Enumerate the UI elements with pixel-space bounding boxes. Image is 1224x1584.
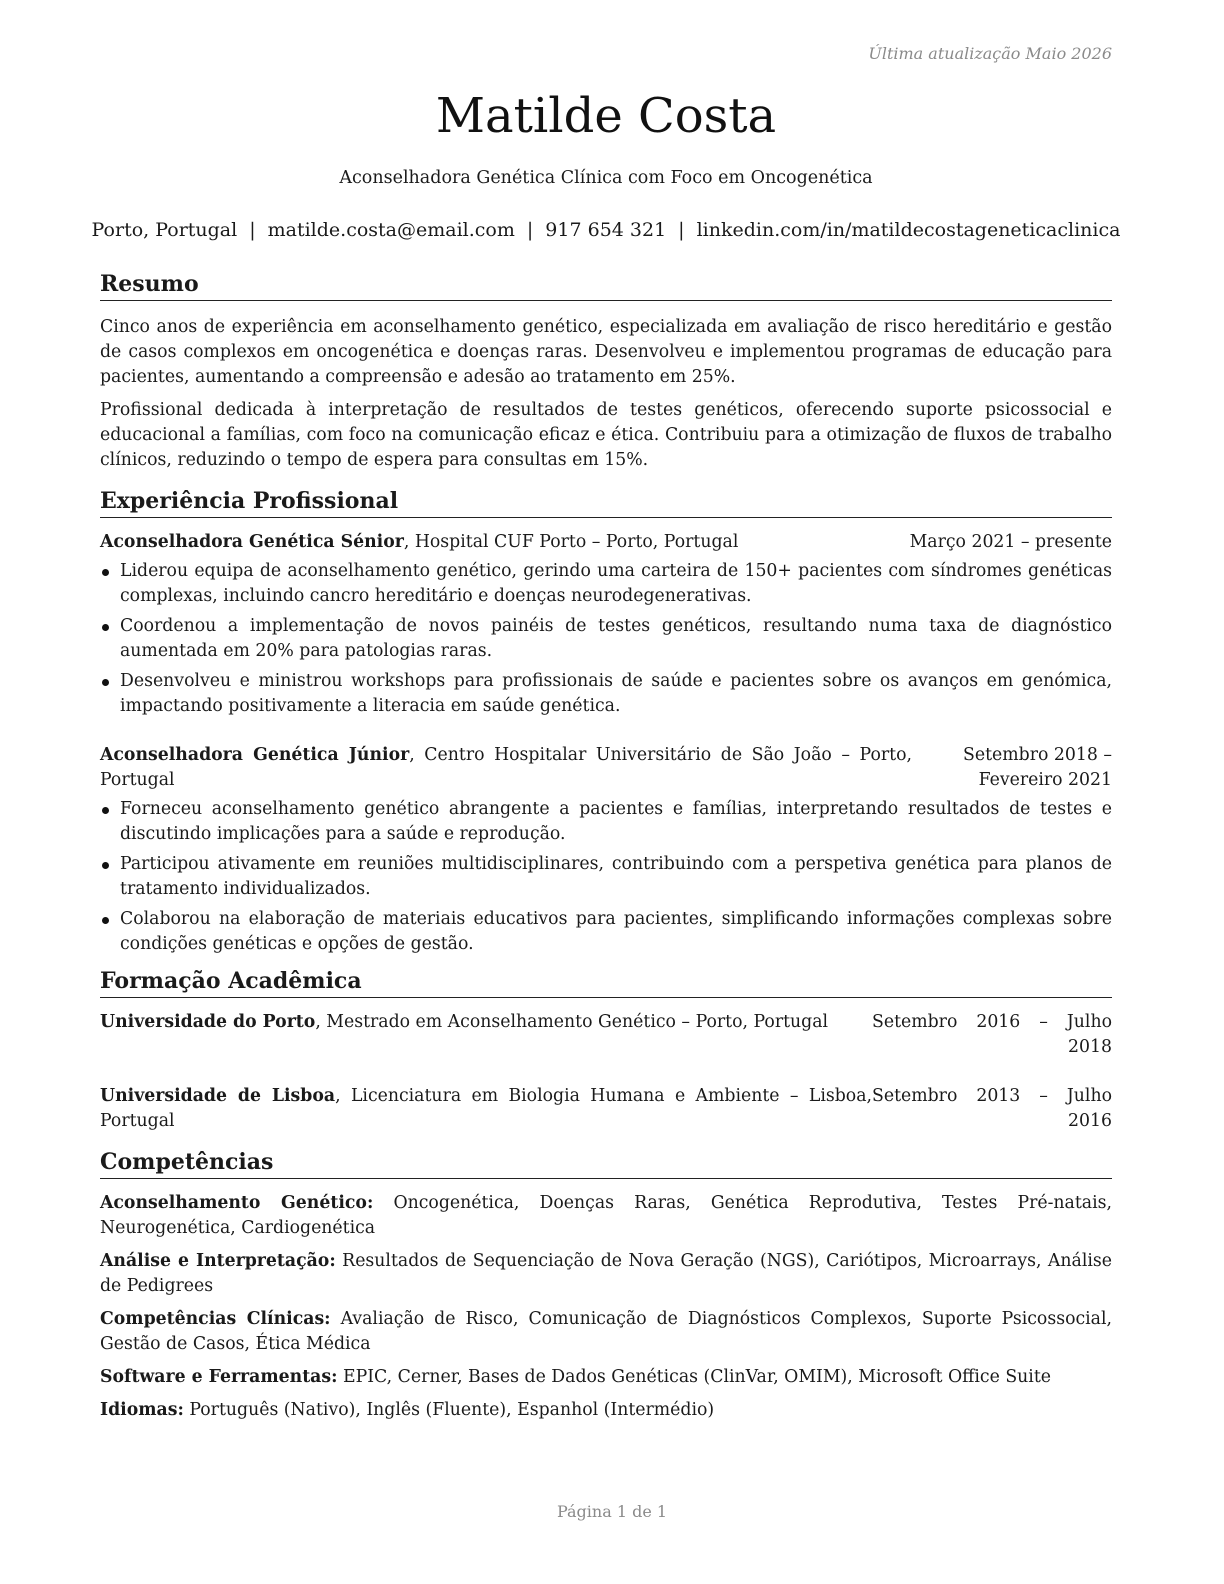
candidate-subtitle: Aconselhadora Genética Clínica com Foco em Oncogenética: [339, 168, 873, 188]
education-section: [100, 967, 1112, 1134]
bullet-icon: [102, 569, 109, 576]
education-school: Universidade de Lisboa: [100, 1086, 336, 1106]
contact-linkedin[interactable]: linkedin.com/in/matildecostageneticaclinica: [696, 219, 1121, 241]
skill-line: [100, 1191, 1112, 1241]
education-degree: , Licenciatura em Biologia Humana e Ambiente – Lisboa, Portugal: [100, 1086, 872, 1131]
section-title-education: Formação Acadêmica: [100, 967, 1112, 998]
experience-section: [100, 487, 1112, 957]
page-number: Página 1 de 1: [556, 1502, 668, 1521]
education-entry: [100, 1010, 1112, 1060]
bullet-icon: [102, 862, 109, 869]
job-header: [100, 743, 1112, 793]
summary-paragraph: Profissional dedicada à interpretação de resultados de testes genéticos, oferecendo suporte psicossocial e educacional a famílias, com foco na comunicação eficaz e ética. Contribuiu para a otimização de fluxos de trabalho clínicos, reduzindo o tempo de espera para consultas em 15%.: [100, 400, 1112, 470]
skill-value: Avaliação de Risco, Comunicação de Diagnósticos Complexos, Suporte Psicossocial, Gestão de Casos, Ética Médica: [100, 1309, 1112, 1354]
skills-section: [100, 1148, 1112, 1423]
job-entry: [100, 743, 1112, 957]
education-dates: Setembro 2016 – Julho 2018: [872, 1012, 1112, 1057]
job-role: Aconselhadora Genética Sénior: [100, 532, 404, 552]
bullet-icon: [102, 679, 109, 686]
education-degree: , Mestrado em Aconselhamento Genético – Porto, Portugal: [315, 1012, 829, 1032]
job-bullet: Liderou equipa de aconselhamento genético, gerindo uma carteira de 150+ pacientes com síndromes genéticas complexas, incluindo cancro hereditário e doenças neurodegenerativas.: [100, 559, 1112, 609]
section-title-skills: Competências: [100, 1148, 1112, 1179]
job-bullet: Coordenou a implementação de novos painéis de testes genéticos, resultando numa taxa de diagnóstico aumentada em 20% para patologias raras.: [100, 614, 1112, 664]
skill-value: EPIC, Cerner, Bases de Dados Genéticas (ClinVar, OMIM), Microsoft Office Suite: [337, 1367, 1051, 1387]
job-entry: [100, 530, 1112, 719]
bullet-icon: [102, 624, 109, 631]
skill-label: Competências Clínicas:: [100, 1309, 331, 1329]
job-bullets: [100, 797, 1112, 957]
education-dates: Setembro 2013 – Julho 2016: [872, 1086, 1112, 1131]
skill-line: [100, 1249, 1112, 1299]
bullet-icon: [102, 807, 109, 814]
skill-label: Software e Ferramentas:: [100, 1367, 338, 1387]
skill-line: [100, 1307, 1112, 1357]
contact-separator: |: [526, 219, 534, 241]
job-organization: , Centro Hospitalar Universitário de São João – Porto, Portugal: [100, 745, 912, 790]
skill-label: Idiomas:: [100, 1400, 184, 1420]
skill-value: Resultados de Sequenciação de Nova Geração (NGS), Cariótipos, Microarrays, Análise de Pedigrees: [100, 1251, 1112, 1296]
contact-email[interactable]: matilde.costa@email.com: [267, 219, 515, 241]
education-entry: [100, 1084, 1112, 1134]
skill-value: Oncogenética, Doenças Raras, Genética Reprodutiva, Testes Pré-natais, Neurogenética, Cardiogenética: [100, 1193, 1112, 1238]
last-updated: Última atualização Maio 2026: [868, 44, 1112, 63]
contact-location: Porto, Portugal: [91, 219, 238, 241]
skill-line: [100, 1398, 1112, 1423]
job-bullet: Colaborou na elaboração de materiais educativos para pacientes, simplificando informações complexas sobre condições genéticas e opções de gestão.: [100, 907, 1112, 957]
bullet-icon: [102, 917, 109, 924]
summary-section: [100, 270, 1112, 473]
contact-separator: |: [249, 219, 256, 241]
section-title-experience: Experiência Profissional: [100, 487, 1112, 518]
skill-label: Análise e Interpretação:: [100, 1251, 336, 1271]
job-dates: Março 2021 – presente: [909, 532, 1112, 552]
job-bullet: Desenvolveu e ministrou workshops para profissionais de saúde e pacientes sobre os avanços em genómica, impactando positivamente a literacia em saúde genética.: [100, 669, 1112, 719]
contact-line: [78, 219, 1134, 241]
resume-content: [100, 270, 1112, 1431]
job-bullet: Participou ativamente em reuniões multidisciplinares, contribuindo com a perspetiva genética para planos de tratamento individualizados.: [100, 852, 1112, 902]
contact-phone[interactable]: 917 654 321: [545, 219, 667, 241]
job-dates: Setembro 2018 – Fevereiro 2021: [963, 745, 1112, 790]
skill-line: [100, 1365, 1112, 1390]
contact-separator: |: [678, 219, 685, 241]
skill-label: Aconselhamento Genético:: [100, 1193, 374, 1213]
job-role: Aconselhadora Genética Júnior: [100, 745, 410, 765]
section-title-summary: Resumo: [100, 270, 1112, 301]
job-bullet: Forneceu aconselhamento genético abrangente a pacientes e famílias, interpretando resultados de testes e discutindo implicações para a saúde e reprodução.: [100, 797, 1112, 847]
job-organization: , Hospital CUF Porto – Porto, Portugal: [403, 532, 739, 552]
job-bullets: [100, 559, 1112, 719]
job-header: [100, 530, 1112, 555]
skill-value: Português (Nativo), Inglês (Fluente), Espanhol (Intermédio): [183, 1400, 715, 1420]
summary-paragraph: Cinco anos de experiência em aconselhamento genético, especializada em avaliação de risco hereditário e gestão de casos complexos em oncogenética e doenças raras. Desenvolveu e implementou programas de educação para pacientes, aumentando a compreensão e adesão ao tratamento em 25%.: [100, 317, 1112, 387]
candidate-name: Matilde Costa: [435, 88, 777, 144]
education-school: Universidade do Porto: [100, 1012, 316, 1032]
resume-page: [91, 0, 1121, 1584]
